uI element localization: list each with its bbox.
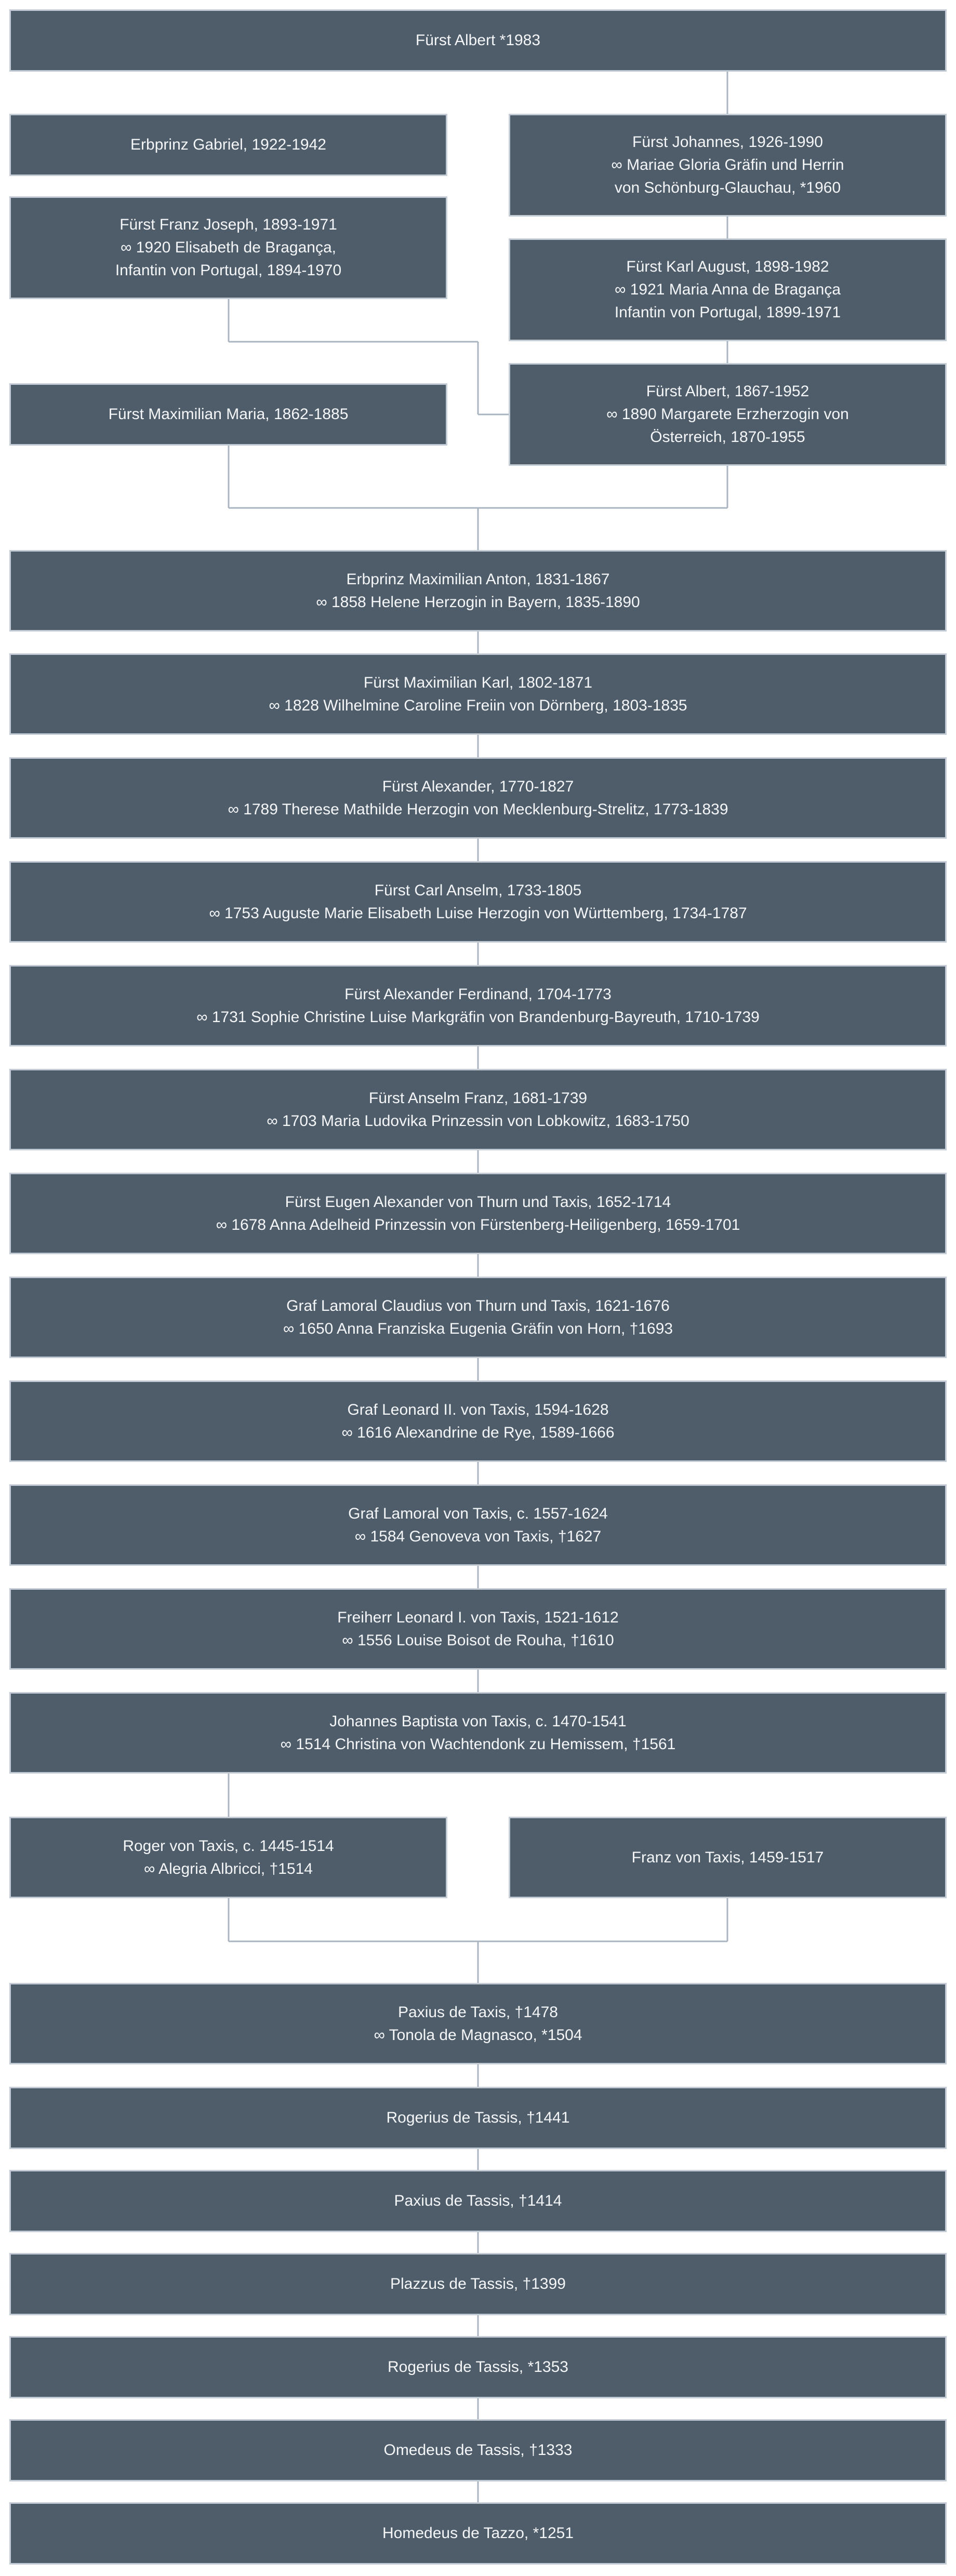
person-text-line: von Schönburg-Glauchau, *1960 bbox=[614, 179, 841, 196]
person-text-line: Fürst Maximilian Maria, 1862-1885 bbox=[108, 406, 349, 423]
person-box-albert-1983 bbox=[9, 9, 947, 72]
person-text-line: Omedeus de Tassis, †1333 bbox=[383, 2441, 573, 2459]
person-text-line: Rogerius de Tassis, *1353 bbox=[388, 2358, 568, 2376]
person-box-alexander-ferdinand bbox=[9, 965, 947, 1046]
person-box-lamoral bbox=[9, 1484, 947, 1566]
person-text-line: Plazzus de Tassis, †1399 bbox=[390, 2275, 566, 2292]
person-box-leonard-i bbox=[9, 1588, 947, 1670]
person-text-line: Roger von Taxis, c. 1445-1514 bbox=[123, 1837, 334, 1855]
person-box-leonard-ii bbox=[9, 1380, 947, 1462]
person-box-carl-anselm bbox=[9, 861, 947, 943]
person-text-line: ∞ 1789 Therese Mathilde Herzogin von Mecklenburg-Strelitz, 1773-1839 bbox=[228, 800, 728, 818]
person-text-line: Fürst Albert *1983 bbox=[415, 32, 541, 49]
person-text-line: Fürst Anselm Franz, 1681-1739 bbox=[368, 1089, 588, 1107]
person-text-line: ∞ 1920 Elisabeth de Bragança, bbox=[120, 239, 336, 256]
person-text-line: Fürst Alexander, 1770-1827 bbox=[382, 777, 574, 795]
person-box-franz bbox=[509, 1817, 947, 1898]
person-text-line: ∞ 1828 Wilhelmine Caroline Freiin von Dörnberg, 1803-1835 bbox=[269, 696, 687, 714]
person-text-line: Fürst Carl Anselm, 1733-1805 bbox=[374, 881, 582, 899]
person-text-line: ∞ 1584 Genoveva von Taxis, †1627 bbox=[354, 1527, 602, 1545]
person-text-line: ∞ 1514 Christina von Wachtendonk zu Hemissem, †1561 bbox=[280, 1735, 676, 1753]
person-text-line: ∞ 1753 Auguste Marie Elisabeth Luise Herzogin von Württemberg, 1734-1787 bbox=[209, 904, 747, 922]
person-box-alexander bbox=[9, 757, 947, 839]
person-text-line: Fürst Eugen Alexander von Thurn und Taxis, 1652-1714 bbox=[285, 1193, 671, 1211]
person-text-line: Fürst Karl August, 1898-1982 bbox=[626, 258, 829, 275]
person-text-line: ∞ 1921 Maria Anna de Bragança bbox=[614, 281, 841, 298]
person-box-maximilian-maria bbox=[9, 383, 447, 446]
person-text-line: Infantin von Portugal, 1899-1971 bbox=[614, 304, 841, 321]
person-box-roger bbox=[9, 1817, 447, 1898]
person-text-line: Franz von Taxis, 1459-1517 bbox=[631, 1848, 824, 1866]
person-text-line: ∞ 1858 Helene Herzogin in Bayern, 1835-1890 bbox=[316, 593, 640, 611]
person-text-line: ∞ Mariae Gloria Gräfin und Herrin bbox=[611, 156, 844, 173]
person-text-line: Freiherr Leonard I. von Taxis, 1521-1612 bbox=[337, 1608, 619, 1626]
person-text-line: Rogerius de Tassis, †1441 bbox=[386, 2109, 570, 2126]
person-text-line: ∞ 1703 Maria Ludovika Prinzessin von Lobkowitz, 1683-1750 bbox=[267, 1112, 689, 1130]
person-box-plazzus bbox=[9, 2253, 947, 2315]
person-text-line: Erbprinz Gabriel, 1922-1942 bbox=[130, 136, 326, 153]
person-box-paxius-1478 bbox=[9, 1983, 947, 2064]
person-box-franz-joseph bbox=[9, 196, 447, 299]
person-text-line: ∞ 1678 Anna Adelheid Prinzessin von Fürstenberg-Heiligenberg, 1659-1701 bbox=[216, 1216, 740, 1233]
person-text-line: Fürst Alexander Ferdinand, 1704-1773 bbox=[344, 985, 612, 1003]
person-text-line: Österreich, 1870-1955 bbox=[650, 428, 805, 446]
person-text-line: Fürst Johannes, 1926-1990 bbox=[632, 133, 823, 151]
person-box-eugen-alexander bbox=[9, 1173, 947, 1254]
person-text-line: Erbprinz Maximilian Anton, 1831-1867 bbox=[346, 570, 610, 588]
person-text-line: ∞ Alegria Albricci, †1514 bbox=[144, 1860, 313, 1877]
person-box-albert-1867 bbox=[509, 363, 947, 466]
person-box-maximilian-karl bbox=[9, 653, 947, 735]
person-box-karl-august bbox=[509, 238, 947, 341]
person-text-line: ∞ 1731 Sophie Christine Luise Markgräfin von Brandenburg-Bayreuth, 1710-1739 bbox=[196, 1008, 760, 1026]
person-box-paxius-1414 bbox=[9, 2170, 947, 2232]
person-box-rogerius-1441 bbox=[9, 2087, 947, 2149]
person-text-line: ∞ 1556 Louise Boisot de Rouha, †1610 bbox=[342, 1631, 614, 1649]
person-text-line: ∞ 1890 Margarete Erzherzogin von bbox=[606, 406, 849, 423]
person-box-gabriel bbox=[9, 114, 447, 176]
person-box-anselm-franz bbox=[9, 1069, 947, 1150]
person-text-line: Fürst Franz Joseph, 1893-1971 bbox=[120, 216, 337, 233]
person-text-line: Graf Lamoral von Taxis, c. 1557-1624 bbox=[348, 1505, 608, 1522]
person-text-line: Paxius de Taxis, †1478 bbox=[398, 2003, 558, 2021]
person-box-johannes bbox=[509, 114, 947, 217]
person-text-line: Fürst Albert, 1867-1952 bbox=[646, 383, 809, 400]
person-box-lamoral-claudius bbox=[9, 1277, 947, 1358]
person-text-line: Graf Leonard II. von Taxis, 1594-1628 bbox=[347, 1401, 609, 1418]
person-text-line: ∞ 1650 Anna Franziska Eugenia Gräfin von Horn, †1693 bbox=[283, 1320, 673, 1337]
person-text-line: Paxius de Tassis, †1414 bbox=[394, 2192, 562, 2209]
person-text-line: ∞ Tonola de Magnasco, *1504 bbox=[374, 2026, 582, 2044]
person-text-line: Infantin von Portugal, 1894-1970 bbox=[115, 262, 342, 279]
person-text-line: Fürst Maximilian Karl, 1802-1871 bbox=[363, 674, 593, 691]
person-box-homedeus bbox=[9, 2502, 947, 2565]
person-text-line: Homedeus de Tazzo, *1251 bbox=[382, 2525, 574, 2542]
person-box-johannes-baptista bbox=[9, 1692, 947, 1774]
person-box-omedeus bbox=[9, 2419, 947, 2481]
person-box-maximilian-anton bbox=[9, 550, 947, 632]
person-text-line: Johannes Baptista von Taxis, c. 1470-1541 bbox=[329, 1712, 627, 1730]
person-box-rogerius-1353 bbox=[9, 2336, 947, 2398]
person-text-line: ∞ 1616 Alexandrine de Rye, 1589-1666 bbox=[341, 1424, 615, 1441]
person-text-line: Graf Lamoral Claudius von Thurn und Taxis, 1621-1676 bbox=[286, 1297, 670, 1314]
